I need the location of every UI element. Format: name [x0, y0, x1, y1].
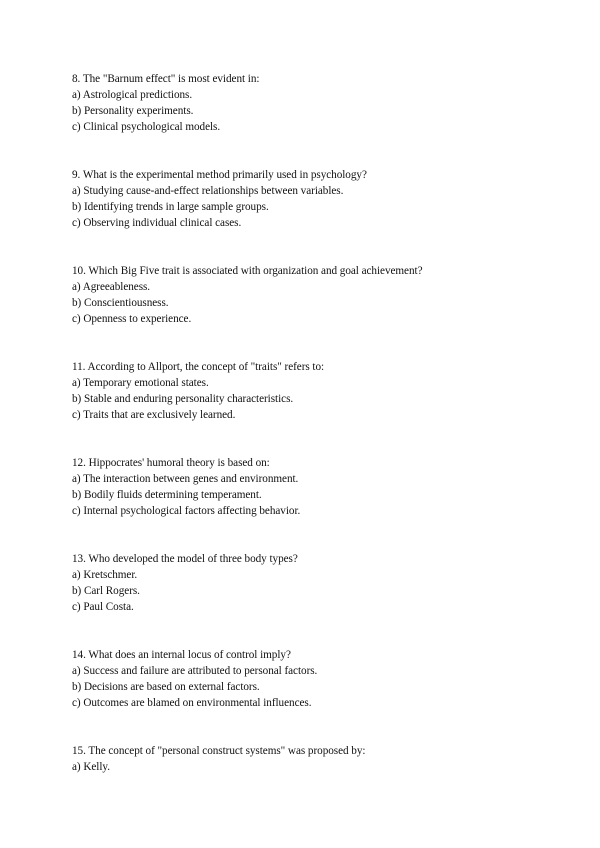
- question-prompt: 9. What is the experimental method primarily used in psychology?: [72, 169, 367, 181]
- answer-option: c) Paul Costa.: [72, 601, 134, 613]
- answer-option: c) Observing individual clinical cases.: [72, 217, 242, 229]
- answer-option: a) Kretschmer.: [72, 569, 138, 581]
- question-14: [72, 647, 572, 743]
- answer-option: c) Internal psychological factors affecting behavior.: [72, 505, 301, 517]
- answer-option: a) Temporary emotional states.: [72, 377, 209, 389]
- question-8: [72, 71, 572, 167]
- answer-option: a) Agreeableness.: [72, 281, 151, 293]
- answer-option: a) Studying cause-and-effect relationships between variables.: [72, 185, 344, 197]
- answer-option: b) Carl Rogers.: [72, 585, 140, 597]
- question-prompt: 13. Who developed the model of three body types?: [72, 553, 298, 565]
- question-11: [72, 359, 572, 455]
- question-prompt: 12. Hippocrates' humoral theory is based on:: [72, 457, 270, 469]
- question-12: [72, 455, 572, 551]
- answer-option: b) Bodily fluids determining temperament.: [72, 489, 262, 501]
- question-13: [72, 551, 572, 647]
- question-15: [72, 743, 572, 839]
- answer-option: c) Clinical psychological models.: [72, 121, 221, 133]
- answer-option: b) Stable and enduring personality characteristics.: [72, 393, 294, 405]
- question-list: [72, 71, 572, 839]
- answer-option: b) Identifying trends in large sample groups.: [72, 201, 269, 213]
- answer-option: a) Kelly.: [72, 761, 110, 773]
- question-prompt: 11. According to Allport, the concept of "traits" refers to:: [72, 361, 325, 373]
- answer-option: a) Success and failure are attributed to personal factors.: [72, 665, 318, 677]
- question-prompt: 14. What does an internal locus of control imply?: [72, 649, 291, 661]
- question-prompt: 10. Which Big Five trait is associated with organization and goal achievement?: [72, 265, 423, 277]
- answer-option: b) Conscientiousness.: [72, 297, 169, 309]
- question-9: [72, 167, 572, 263]
- question-10: [72, 263, 572, 359]
- answer-option: c) Openness to experience.: [72, 313, 192, 325]
- answer-option: a) Astrological predictions.: [72, 89, 193, 101]
- answer-option: c) Traits that are exclusively learned.: [72, 409, 236, 421]
- question-prompt: 8. The "Barnum effect" is most evident in:: [72, 73, 260, 85]
- answer-option: c) Outcomes are blamed on environmental influences.: [72, 697, 312, 709]
- answer-option: a) The interaction between genes and environment.: [72, 473, 299, 485]
- answer-option: b) Personality experiments.: [72, 105, 194, 117]
- question-prompt: 15. The concept of "personal construct systems" was proposed by:: [72, 745, 366, 757]
- answer-option: b) Decisions are based on external factors.: [72, 681, 260, 693]
